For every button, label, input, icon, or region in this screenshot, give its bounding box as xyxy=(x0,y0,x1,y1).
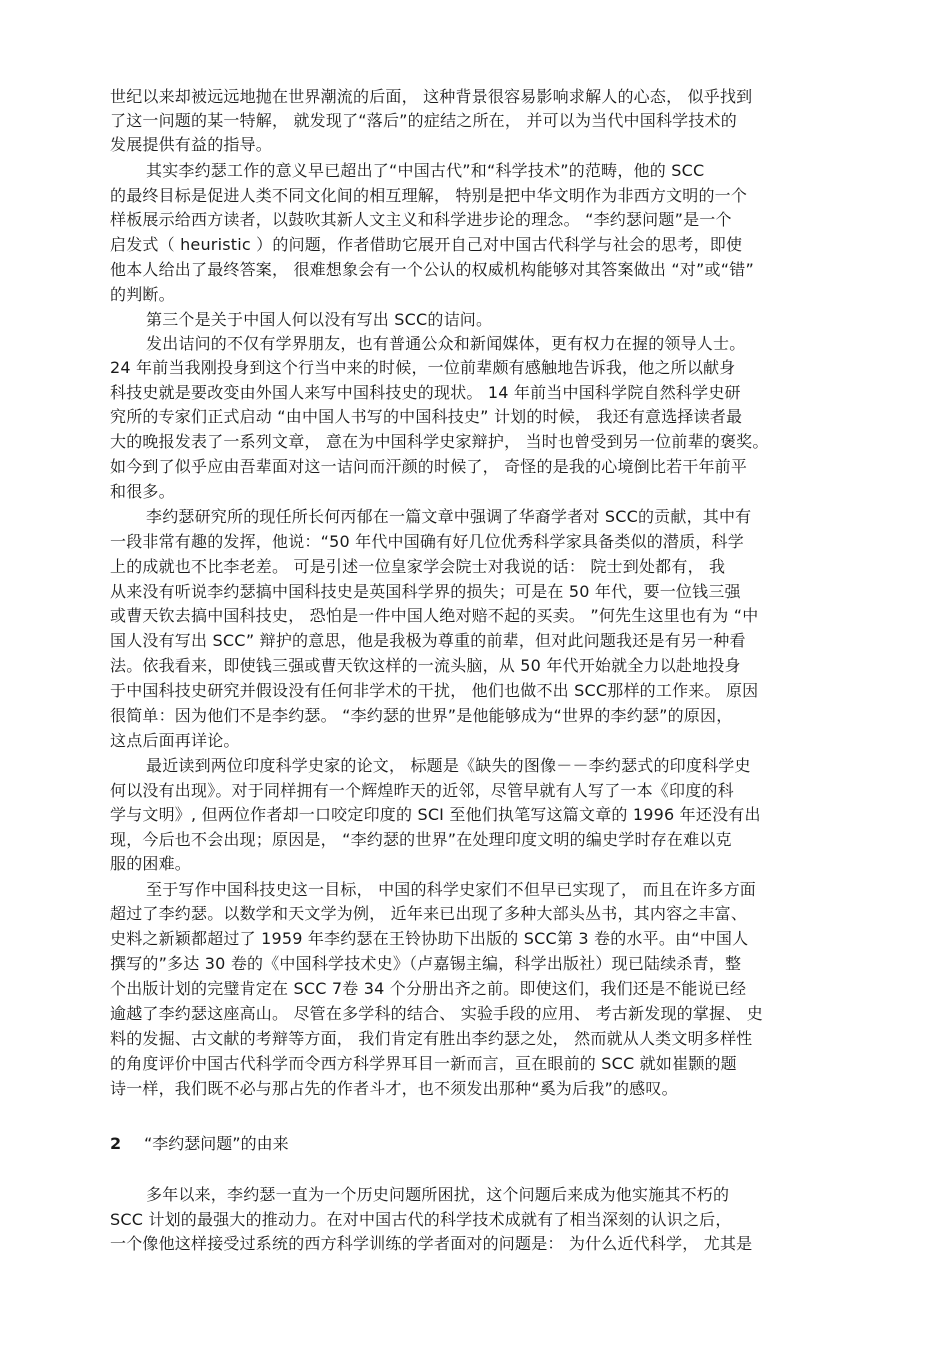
text-line: 的最终目标是促进人类不同文化间的相互理解， 特别是把中华文明作为非西方文明的一个 xyxy=(110,186,748,205)
text-line: SCC 计划的最强大的推动力。在对中国古代的科学技术成就有了相当深刻的认识之后， xyxy=(110,1210,732,1229)
text-line: 的判断。 xyxy=(110,285,175,304)
text-line: 至于写作中国科技史这一目标， 中国的科学史家们不但早已实现了， 而且在许多方面 xyxy=(146,880,756,899)
text-line: 法。依我看来，即使钱三强或曹天钦这样的一流头脑，从 50 年代开始就全力以赴地投身 xyxy=(110,656,741,675)
section-title: “李约瑟问题”的由来 xyxy=(144,1134,289,1153)
text-line: 料的发掘、古文献的考辩等方面， 我们肯定有胜出李约瑟之处， 然而就从人类文明多样性 xyxy=(110,1029,753,1048)
text-line: 最近读到两位印度科学史家的论文， 标题是《缺失的图像－－李约瑟式的印度科学史 xyxy=(146,756,751,775)
text-line: 多年以来，李约瑟一直为一个历史问题所困扰，这个问题后来成为他实施其不朽的 xyxy=(146,1185,730,1204)
text-line: 和很多。 xyxy=(110,482,175,501)
text-line: 如今到了似乎应由吾辈面对这一诘问而汗颜的时候了， 奇怪的是我的心境倒比若干年前平 xyxy=(110,457,748,476)
text-line: 从来没有听说李约瑟搞中国科技史是英国科学界的损失；可是在 50 年代，要一位钱三强 xyxy=(110,582,741,601)
text-line: 学与文明》, 但两位作者却一口咬定印度的 SCI 至他们执笔写这篇文章的 1996 年还没有出 xyxy=(110,805,761,824)
text-line: 一段非常有趣的发挥，他说：“50 年代中国确有好几位优秀科学家具备类似的潜质，科学 xyxy=(110,532,744,551)
text-line: 或曹天钦去搞中国科技史， 恐怕是一件中国人绝对赔不起的买卖。 ”何先生这里也有为 “中 xyxy=(110,606,759,625)
text-line: 诗一样，我们既不必与那占先的作者斗才，也不须发出那种“奚为后我”的感叹。 xyxy=(110,1079,678,1098)
text-line: 究所的专家们正式启动 “由中国人书写的中国科技史” 计划的时候， 我还有意选择读者最 xyxy=(110,407,743,426)
text-line: 国人没有写出 SCC” 辩护的意思，他是我极为尊重的前辈，但对此问题我还是有另一种看 xyxy=(110,631,746,650)
text-line: 很简单：因为他们不是李约瑟。 “李约瑟的世界”是他能够成为“世界的李约瑟”的原因， xyxy=(110,706,733,725)
text-line: 逾越了李约瑟这座高山。 尽管在多学科的结合、 实验手段的应用、 考古新发现的掌握、 史 xyxy=(110,1004,763,1023)
text-line: 一个像他这样接受过系统的西方科学训练的学者面对的问题是： 为什么近代科学， 尤其是 xyxy=(110,1234,753,1253)
text-line: 史料之新颖都超过了 1959 年李约瑟在王铃协助下出版的 SCC第 3 卷的水平。由“中国人 xyxy=(110,929,749,948)
text-line: 第三个是关于中国人何以没有写出 SCC的诘问。 xyxy=(146,310,493,329)
text-line: 现，今后也不会出现；原因是， “李约瑟的世界”在处理印度文明的编史学时存在难以克 xyxy=(110,830,732,849)
text-line: 24 年前当我刚投身到这个行当中来的时候，一位前辈颇有感触地告诉我，他之所以献身 xyxy=(110,358,736,377)
text-line: 的角度评价中国古代科学而令西方科学界耳目一新而言，亘在眼前的 SCC 就如崔颢的题 xyxy=(110,1054,737,1073)
text-line: 上的成就也不比李老差。 可是引述一位皇家学会院士对我说的话： 院士到处都有， 我 xyxy=(110,557,726,576)
text-line: 这点后面再详论。 xyxy=(110,731,240,750)
text-line: 了这一问题的某一特解， 就发现了“落后”的症结之所在， 并可以为当代中国科学技术的 xyxy=(110,111,737,130)
text-line: 超过了李约瑟。以数学和天文学为例， 近年来已出现了多种大部头丛书，其内容之丰富、 xyxy=(110,904,748,923)
text-line: 于中国科技史研究并假设没有任何非学术的干扰， 他们也做不出 SCC那样的工作来。 原因 xyxy=(110,681,759,700)
text-line: 个出版计划的完璧肯定在 SCC 7卷 34 个分册出齐之前。即使这们，我们还是不能说已经 xyxy=(110,979,747,998)
text-line: 何以没有出现》。对于同样拥有一个辉煌昨天的近邻，尽管早就有人写了一本《印度的科 xyxy=(110,781,734,800)
section-heading xyxy=(110,1133,289,1155)
text-line: 他本人给出了最终答案， 很难想象会有一个公认的权威机构能够对其答案做出 “对”或“错” xyxy=(110,260,754,279)
section-number: 2 xyxy=(110,1134,122,1153)
text-line: 其实李约瑟工作的意义早已超出了“中国古代”和“科学技术”的范畴，他的 SCC xyxy=(146,161,705,180)
text-line: 科技史就是要改变由外国人来写中国科技史的现状。 14 年前当中国科学院自然科学史研 xyxy=(110,383,741,402)
text-line: 世纪以来却被远远地抛在世界潮流的后面， 这种背景很容易影响求解人的心态， 似乎找到 xyxy=(110,87,753,106)
text-line: 大的晚报发表了一系列文章， 意在为中国科学史家辩护， 当时也曾受到另一位前辈的褒奖。 xyxy=(110,432,769,451)
text-line: 发出诘问的不仅有学界朋友，也有普通公众和新闻媒体，更有权力在握的领导人士。 xyxy=(146,334,746,353)
text-line: 李约瑟研究所的现任所长何丙郁在一篇文章中强调了华裔学者对 SCC的贡献，其中有 xyxy=(146,507,752,526)
text-line: 服的困难。 xyxy=(110,854,192,873)
text-line: 启发式（ heuristic ）的问题，作者借助它展开自己对中国古代科学与社会的思考，即使 xyxy=(110,235,743,254)
text-line: 发展提供有益的指导。 xyxy=(110,135,273,154)
text-line: 撰写的”多达 30 卷的《中国科学技术史》（卢嘉锡主编，科学出版社）现已陆续杀青，整 xyxy=(110,954,742,973)
text-line: 样板展示给西方读者，以鼓吹其新人文主义和科学进步论的理念。 “李约瑟问题”是一个 xyxy=(110,210,732,229)
